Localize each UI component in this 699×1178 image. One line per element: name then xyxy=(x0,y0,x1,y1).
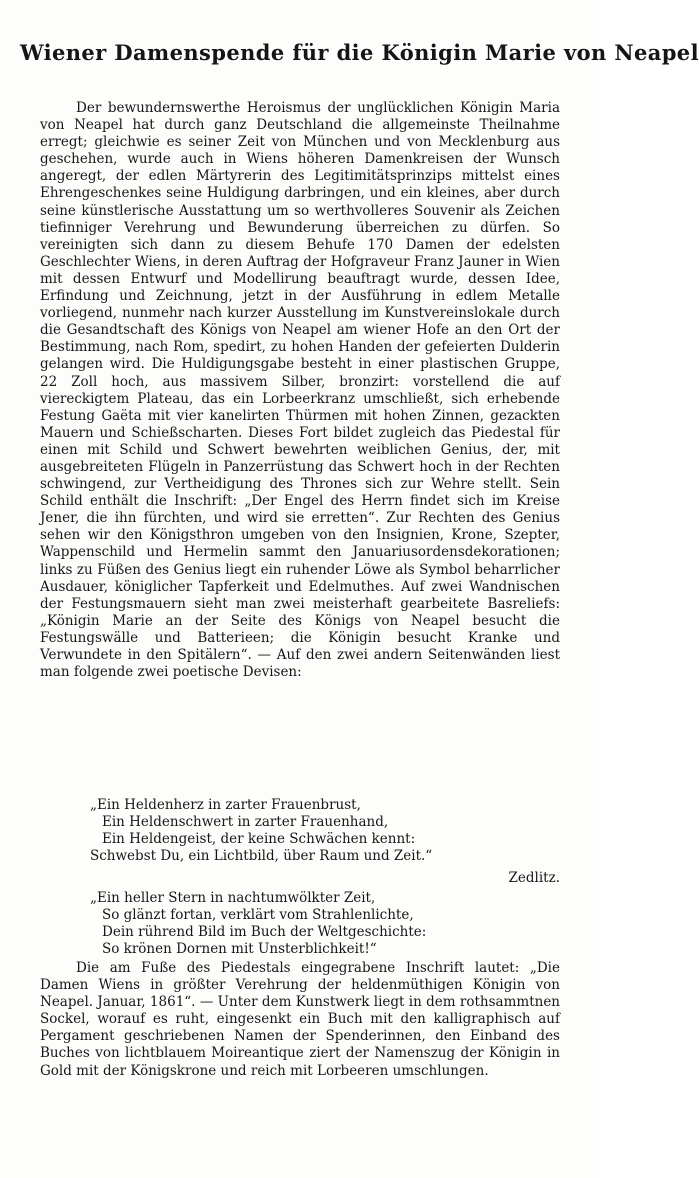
body-paragraph-2 xyxy=(40,960,560,1080)
body-paragraph-1 xyxy=(40,100,560,681)
verse-line: „Ein Heldenherz in zarter Frauenbrust, xyxy=(90,797,361,813)
verse-line: Schwebst Du, ein Lichtbild, über Raum und Zeit.“ xyxy=(90,848,433,864)
verse-line: Ein Heldenschwert in zarter Frauenhand, xyxy=(102,814,389,830)
paragraph-text: Die am Fuße des Piedestals eingegrabene Inschrift lautet: „Die Damen Wiens in größter Verehrung der heldenmüthigen Königin von Neapel. Januar, 1861“. — Unter dem Kunstwerk liegt in dem rothsammtnen Sockel, worauf es ruht, eingesenkt ein Buch mit den kalligraphisch auf Pergament geschriebenen Namen der Spenderinnen, den Einband des Buches von lichtblauem Moireantique ziert der Namenszug der Königin in Gold mit der Königskrone und reich mit Lorbeeren umschlungen. xyxy=(40,960,560,1079)
verse-2 xyxy=(90,890,560,958)
verse-line: „Ein heller Stern in nachtumwölkter Zeit, xyxy=(90,890,376,906)
paragraph-text: Der bewundernswerthe Heroismus der unglücklichen Königin Maria von Neapel hat durch ganz Deutschland die allgemeinste Theilnahme erregt; gleichwie es seiner Zeit von München und von Mecklenburg aus geschehen, wurde auch in Wiens höheren Damenkreisen der Wunsch angeregt, der edlen Märtyrerin des Legitimitätsprinzips mittelst eines Ehrengeschenkes seine Huldigung darbringen, und ein kleines, aber durch seine künstlerische Ausstattung um so werthvolleres Souvenir als Zeichen tiefinniger Verehrung und Bewunderung überreichen zu dürfen. So vereinigten sich dann zu diesem Behufe 170 Damen der edelsten Geschlechter Wiens, in deren Auftrag der Hofgraveur Franz Jauner in Wien mit dessen Entwurf und Modellirung beauftragt wurde, dessen Idee, Erfindung und Zeichnung, jetzt in der Ausführung in edlem Metalle vorliegend, nunmehr nach kurzer Ausstellung im Kunstvereinslokale durch die Gesandtschaft des Königs von Neapel am wiener Hofe an den Ort der Bestimmung, nach Rom, spedirt, zu hohen Handen der gefeierten Dulderin gelangen wird. Die Huldigungsgabe besteht in einer plastischen Gruppe, 22 Zoll hoch, aus massivem Silber, bronzirt: vorstellend die auf viereckigtem Plateau, das ein Lorbeerkranz umschließt, sich erhebende Festung Gaëta mit vier kanelirten Thürmen mit hohen Zinnen, gezackten Mauern und Schießscharten. Dieses Fort bildet zugleich das Piedestal für einen mit Schild und Schwert bewehrten weiblichen Genius, der, mit ausgebreiteten Flügeln in Panzerrüstung das Schwert hoch in der Rechten schwingend, zur Vertheidigung des Thrones sich zur Wehre stellt. Sein Schild enthält die Inschrift: „Der Engel des Herrn findet sich im Kreise Jener, die ihn fürchten, und wird sie erretten“. Zur Rechten des Genius sehen wir den Königsthron umgeben von den Insignien, Krone, Szepter, Wappenschild und Hermelin sammt den Januariusordensdekorationen; links zu Füßen des Genius liegt ein ruhender Löwe als Symbol beharrlicher Ausdauer, königlicher Tapferkeit und Edelmuthes. Auf zwei Wandnischen der Festungsmauern sieht man zwei meisterhaft gearbeitete Basreliefs: „Königin Marie an der Seite des Königs von Neapel besucht die Festungswälle und Batterieen; die Königin besucht Kranke und Verwundete in den Spitälern“. — Auf den zwei andern Seitenwänden liest man folgende zwei poetische Devisen: xyxy=(40,100,560,681)
verse-line: So glänzt fortan, verklärt vom Strahlenlichte, xyxy=(102,907,414,923)
verse-line: Dein rührend Bild im Buch der Weltgeschichte: xyxy=(102,924,427,940)
document-title: Wiener Damenspende für die Königin Marie von Neapel xyxy=(20,40,699,65)
verse-line: Ein Heldengeist, der keine Schwächen kennt: xyxy=(102,831,416,847)
verse-author: Zedlitz. xyxy=(508,870,560,886)
verse-1 xyxy=(90,797,560,865)
verse-line: So krönen Dornen mit Unsterblichkeit!“ xyxy=(102,941,377,957)
